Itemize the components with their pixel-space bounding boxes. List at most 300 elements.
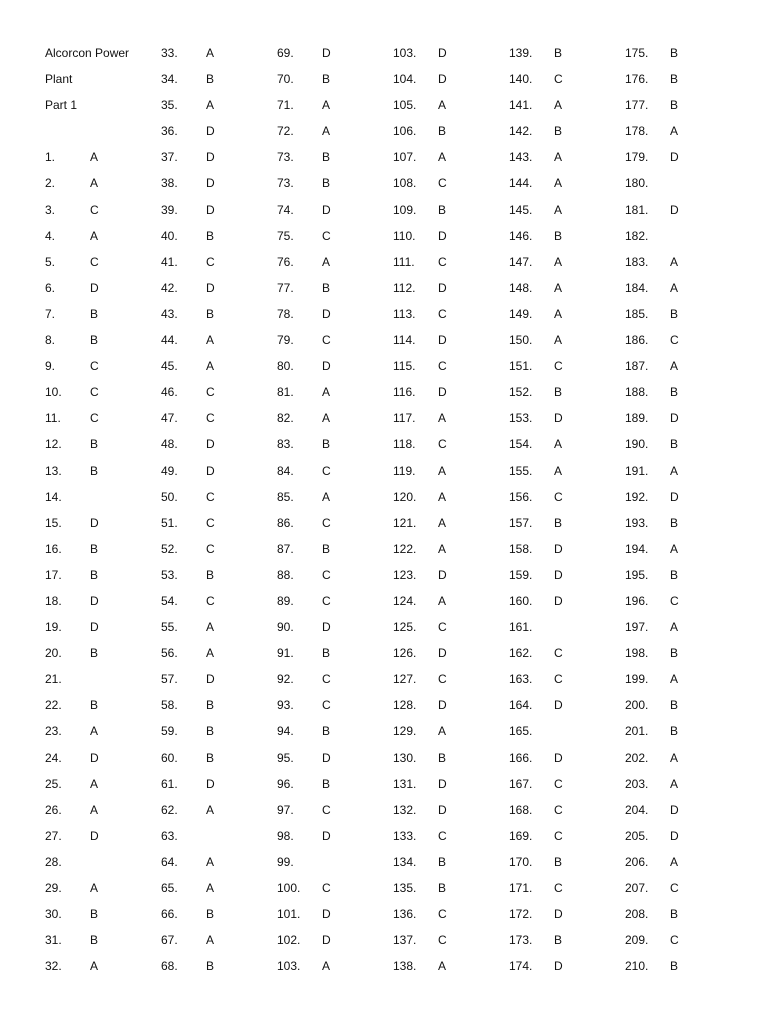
answer-letter: A: [206, 333, 215, 348]
question-number: 176.: [625, 72, 649, 87]
question-number: 62.: [161, 802, 178, 817]
answer-letter: B: [322, 724, 331, 739]
answer-letter: D: [554, 959, 563, 974]
answer-letter: D: [554, 541, 563, 556]
question-number: 130.: [393, 750, 417, 765]
question-number: 183.: [625, 254, 649, 269]
answer-letter: B: [206, 72, 215, 87]
question-number: 40.: [161, 228, 178, 243]
answer-letter: A: [554, 176, 563, 191]
question-number: 69.: [277, 46, 294, 60]
answer-letter: A: [554, 98, 563, 113]
answer-letter: D: [670, 828, 679, 843]
question-number: 84.: [277, 463, 294, 478]
answer-letter: B: [322, 541, 331, 556]
answer-letter: B: [90, 333, 99, 348]
question-number: 44.: [161, 333, 178, 348]
question-number: 157.: [509, 515, 533, 530]
question-number: 127.: [393, 672, 417, 687]
question-number: 166.: [509, 750, 533, 765]
question-number: 63.: [161, 828, 178, 843]
question-number: 121.: [393, 515, 417, 530]
question-number: 186.: [625, 333, 649, 348]
question-number: 26.: [45, 802, 62, 817]
answer-letter: C: [670, 881, 679, 895]
answer-letter: B: [670, 959, 679, 974]
answer-letter: D: [438, 776, 447, 791]
answer-letter: D: [206, 672, 215, 687]
question-number: 105.: [393, 98, 417, 113]
question-number: 10.: [45, 385, 62, 400]
answer-letter: B: [90, 698, 99, 713]
question-number: 114.: [393, 333, 416, 348]
answer-letter: C: [90, 254, 99, 269]
question-number: 51.: [161, 515, 178, 530]
answer-letter: B: [670, 306, 679, 321]
answer-letter: B: [90, 907, 99, 922]
question-number: 14.: [45, 489, 62, 504]
question-number: 5.: [45, 254, 56, 269]
answer-letter: C: [322, 802, 331, 817]
answer-letter: D: [322, 359, 331, 374]
answer-letter: A: [670, 359, 679, 374]
answer-letter: D: [438, 567, 447, 582]
question-number: 46.: [161, 385, 178, 400]
question-number: 78.: [277, 306, 294, 321]
answer-letter: C: [554, 881, 563, 895]
answer-letter: A: [206, 881, 215, 895]
question-number: 73.: [277, 150, 294, 165]
answer-letter: A: [206, 620, 215, 635]
answer-letter: D: [438, 646, 447, 661]
question-number: 122.: [393, 541, 417, 556]
question-number: 151.: [509, 359, 533, 374]
question-number: 99.: [277, 854, 294, 869]
question-number: 1.: [45, 150, 56, 165]
question-number: 58.: [161, 698, 178, 713]
question-number: 206.: [625, 854, 649, 869]
question-number: 170.: [509, 854, 533, 869]
question-number: 38.: [161, 176, 178, 191]
question-number: 153.: [509, 411, 533, 426]
question-number: 154.: [509, 437, 533, 452]
question-number: 189.: [625, 411, 649, 426]
answer-letter: C: [554, 802, 563, 817]
answer-letter: D: [438, 46, 447, 60]
answer-letter: A: [322, 489, 331, 504]
question-number: 148.: [509, 280, 533, 295]
answer-letter: C: [554, 776, 563, 791]
answer-letter: B: [554, 228, 563, 243]
question-number: 200.: [625, 698, 649, 713]
question-number: 100.: [277, 881, 301, 895]
question-number: 33.: [161, 46, 178, 60]
question-number: 73.: [277, 176, 294, 191]
answer-letter: B: [206, 959, 215, 974]
question-number: 156.: [509, 489, 533, 504]
answer-letter: B: [670, 515, 679, 530]
answer-letter: C: [90, 202, 99, 217]
question-number: 45.: [161, 359, 178, 374]
question-number: 184.: [625, 280, 649, 295]
question-number: 155.: [509, 463, 533, 478]
question-number: 93.: [277, 698, 294, 713]
answer-letter: D: [322, 933, 331, 948]
question-number: 89.: [277, 593, 294, 608]
answer-letter: B: [322, 72, 331, 87]
question-number: 95.: [277, 750, 294, 765]
question-number: 126.: [393, 646, 417, 661]
question-number: 42.: [161, 280, 178, 295]
question-number: 6.: [45, 280, 56, 295]
question-number: 47.: [161, 411, 178, 426]
question-number: 39.: [161, 202, 178, 217]
answer-letter: B: [554, 385, 563, 400]
answer-letter: D: [438, 385, 447, 400]
question-number: 70.: [277, 72, 294, 87]
question-number: 203.: [625, 776, 649, 791]
question-number: 165.: [509, 724, 533, 739]
question-number: 97.: [277, 802, 294, 817]
question-number: 82.: [277, 411, 294, 426]
answer-letter: A: [438, 463, 447, 478]
answer-letter: A: [90, 150, 99, 165]
answer-letter: C: [90, 411, 99, 426]
answer-letter: A: [670, 463, 679, 478]
question-number: 168.: [509, 802, 533, 817]
answer-letter: A: [554, 202, 563, 217]
answer-letter: B: [670, 724, 679, 739]
question-number: 31.: [45, 933, 62, 948]
question-number: 187.: [625, 359, 649, 374]
answer-letter: D: [90, 750, 99, 765]
question-number: 152.: [509, 385, 533, 400]
answer-letter: A: [438, 150, 447, 165]
answer-letter: B: [322, 776, 331, 791]
question-number: 136.: [393, 907, 417, 922]
question-number: 98.: [277, 828, 294, 843]
answer-letter: B: [322, 150, 331, 165]
question-number: 49.: [161, 463, 178, 478]
question-number: 16.: [45, 541, 62, 556]
answer-letter: A: [206, 46, 215, 60]
answer-letter: B: [438, 750, 447, 765]
question-number: 128.: [393, 698, 417, 713]
answer-letter: A: [206, 359, 215, 374]
answer-letter: B: [322, 646, 331, 661]
answer-letter: D: [322, 202, 331, 217]
answer-letter: B: [670, 698, 679, 713]
answer-letter: D: [670, 411, 679, 426]
question-number: 150.: [509, 333, 533, 348]
answer-letter: C: [438, 907, 447, 922]
answer-letter: A: [90, 776, 99, 791]
answer-letter: D: [90, 593, 99, 608]
answer-letter: B: [670, 646, 679, 661]
answer-letter: D: [554, 750, 563, 765]
answer-letter: B: [670, 437, 679, 452]
question-number: 132.: [393, 802, 417, 817]
answer-letter: B: [554, 854, 563, 869]
answer-letter: C: [554, 646, 563, 661]
question-number: 30.: [45, 907, 62, 922]
answer-letter: C: [206, 254, 215, 269]
answer-letter: C: [322, 698, 331, 713]
answer-letter: D: [90, 620, 99, 635]
question-number: 103.: [277, 959, 301, 974]
part-label: Part 1: [45, 98, 78, 113]
answer-letter: B: [670, 567, 679, 582]
answer-letter: D: [670, 802, 679, 817]
question-number: 110.: [393, 228, 416, 243]
answer-letter: A: [90, 881, 99, 895]
answer-letter: C: [206, 489, 215, 504]
answer-letter: C: [90, 359, 99, 374]
answer-letter: C: [322, 567, 331, 582]
answer-letter: C: [438, 620, 447, 635]
question-number: 92.: [277, 672, 294, 687]
answer-letter: A: [90, 724, 99, 739]
question-number: 195.: [625, 567, 649, 582]
question-number: 23.: [45, 724, 62, 739]
answer-letter: B: [438, 124, 447, 139]
question-number: 77.: [277, 280, 294, 295]
answer-letter: C: [438, 306, 447, 321]
answer-letter: D: [438, 72, 447, 87]
question-number: 52.: [161, 541, 178, 556]
question-number: 71.: [277, 98, 294, 113]
question-number: 144.: [509, 176, 533, 191]
answer-letter: C: [322, 515, 331, 530]
question-number: 199.: [625, 672, 649, 687]
question-number: 179.: [625, 150, 649, 165]
answer-letter: D: [554, 698, 563, 713]
question-number: 68.: [161, 959, 178, 974]
answer-letter: A: [206, 802, 215, 817]
answer-letter: A: [322, 254, 331, 269]
question-number: 17.: [45, 567, 62, 582]
answer-letter: B: [438, 854, 447, 869]
answer-letter: C: [438, 672, 447, 687]
answer-letter: C: [554, 359, 563, 374]
answer-letter: B: [90, 541, 99, 556]
answer-letter: C: [206, 515, 215, 530]
question-number: 119.: [393, 463, 416, 478]
question-number: 94.: [277, 724, 294, 739]
answer-letter: A: [90, 802, 99, 817]
question-number: 117.: [393, 411, 416, 426]
question-number: 64.: [161, 854, 178, 869]
question-number: 67.: [161, 933, 178, 948]
answer-letter: C: [90, 385, 99, 400]
answer-letter: B: [322, 176, 331, 191]
answer-letter: C: [438, 176, 447, 191]
answer-letter: A: [670, 672, 679, 687]
question-number: 76.: [277, 254, 294, 269]
question-number: 61.: [161, 776, 178, 791]
question-number: 54.: [161, 593, 178, 608]
question-number: 192.: [625, 489, 649, 504]
answer-letter: A: [438, 411, 447, 426]
question-number: 96.: [277, 776, 294, 791]
answer-letter: A: [670, 854, 679, 869]
answer-letter: D: [322, 828, 331, 843]
question-number: 12.: [45, 437, 62, 452]
answer-letter: C: [554, 672, 563, 687]
question-number: 137.: [393, 933, 417, 948]
answer-letter: D: [670, 150, 679, 165]
answer-letter: B: [670, 385, 679, 400]
answer-letter: D: [206, 176, 215, 191]
question-number: 139.: [509, 46, 533, 60]
question-number: 175.: [625, 46, 649, 60]
question-number: 86.: [277, 515, 294, 530]
question-number: 116.: [393, 385, 416, 400]
question-number: 113.: [393, 306, 416, 321]
title-line-2: Plant: [45, 72, 73, 87]
question-number: 79.: [277, 333, 294, 348]
answer-letter: B: [90, 437, 99, 452]
question-number: 124.: [393, 593, 417, 608]
question-number: 37.: [161, 150, 178, 165]
question-number: 104.: [393, 72, 417, 87]
answer-letter: B: [670, 46, 679, 60]
question-number: 142.: [509, 124, 533, 139]
answer-letter: D: [90, 515, 99, 530]
question-number: 177.: [625, 98, 649, 113]
answer-letter: D: [322, 907, 331, 922]
answer-letter: C: [206, 541, 215, 556]
question-number: 143.: [509, 150, 533, 165]
answer-letter: A: [670, 124, 679, 139]
question-number: 91.: [277, 646, 294, 661]
answer-letter: D: [322, 306, 331, 321]
question-number: 34.: [161, 72, 178, 87]
answer-letter: A: [670, 750, 679, 765]
question-number: 87.: [277, 541, 294, 556]
answer-letter: B: [206, 907, 215, 922]
answer-letter: C: [322, 333, 331, 348]
answer-letter: A: [438, 541, 447, 556]
answer-letter: B: [206, 567, 215, 582]
question-number: 134.: [393, 854, 417, 869]
answer-letter: B: [322, 437, 331, 452]
question-number: 129.: [393, 724, 417, 739]
question-number: 172.: [509, 907, 533, 922]
question-number: 209.: [625, 933, 649, 948]
question-number: 190.: [625, 437, 649, 452]
question-number: 7.: [45, 306, 56, 321]
question-number: 185.: [625, 306, 649, 321]
question-number: 162.: [509, 646, 533, 661]
question-number: 88.: [277, 567, 294, 582]
answer-letter: D: [554, 411, 563, 426]
question-number: 48.: [161, 437, 178, 452]
answer-letter: A: [206, 646, 215, 661]
question-number: 135.: [393, 881, 417, 895]
question-number: 83.: [277, 437, 294, 452]
answer-letter: A: [554, 333, 563, 348]
question-number: 101.: [277, 907, 301, 922]
question-number: 74.: [277, 202, 294, 217]
answer-letter: A: [322, 124, 331, 139]
answer-letter: B: [438, 881, 447, 895]
question-number: 103.: [393, 46, 417, 60]
question-number: 210.: [625, 959, 649, 974]
answer-letter: C: [322, 672, 331, 687]
question-number: 133.: [393, 828, 417, 843]
question-number: 147.: [509, 254, 533, 269]
answer-letter: A: [206, 98, 215, 113]
question-number: 115.: [393, 359, 416, 374]
question-number: 120.: [393, 489, 417, 504]
question-number: 13.: [45, 463, 62, 478]
answer-letter: D: [554, 907, 563, 922]
answer-letter: B: [670, 98, 679, 113]
question-number: 174.: [509, 959, 533, 974]
answer-letter: C: [554, 489, 563, 504]
answer-letter: A: [206, 933, 215, 948]
answer-letter: D: [206, 124, 215, 139]
answer-letter: D: [670, 489, 679, 504]
question-number: 50.: [161, 489, 178, 504]
question-number: 131.: [393, 776, 417, 791]
question-number: 27.: [45, 828, 62, 843]
question-number: 24.: [45, 750, 62, 765]
title-line-1: Alcorcon Power: [45, 46, 130, 60]
question-number: 32.: [45, 959, 62, 974]
question-number: 11.: [45, 411, 61, 426]
question-number: 188.: [625, 385, 649, 400]
answer-letter: C: [438, 254, 447, 269]
answer-letter: A: [90, 959, 99, 974]
question-number: 72.: [277, 124, 294, 139]
answer-letter: A: [554, 463, 563, 478]
answer-letter: A: [670, 776, 679, 791]
question-number: 18.: [45, 593, 62, 608]
answer-letter: D: [438, 698, 447, 713]
answer-letter: B: [206, 724, 215, 739]
question-number: 28.: [45, 854, 62, 869]
answer-letter: D: [90, 280, 99, 295]
question-number: 19.: [45, 620, 62, 635]
question-number: 55.: [161, 620, 178, 635]
question-number: 36.: [161, 124, 178, 139]
question-number: 90.: [277, 620, 294, 635]
answer-letter: C: [322, 228, 331, 243]
answer-letter: C: [322, 463, 331, 478]
answer-letter: D: [438, 280, 447, 295]
question-number: 181.: [625, 202, 649, 217]
answer-letter: A: [554, 437, 563, 452]
answer-letter: B: [90, 463, 99, 478]
answer-letter: D: [554, 567, 563, 582]
answer-letter: C: [438, 828, 447, 843]
question-number: 208.: [625, 907, 649, 922]
question-number: 25.: [45, 776, 62, 791]
question-number: 125.: [393, 620, 417, 635]
answer-letter: D: [206, 202, 215, 217]
answer-letter: D: [438, 333, 447, 348]
question-number: 207.: [625, 881, 649, 895]
answer-letter: B: [90, 933, 99, 948]
answer-letter: C: [670, 593, 679, 608]
question-number: 53.: [161, 567, 178, 582]
answer-letter: D: [206, 150, 215, 165]
answer-letter: A: [322, 411, 331, 426]
question-number: 108.: [393, 176, 417, 191]
answer-letter: A: [438, 724, 447, 739]
